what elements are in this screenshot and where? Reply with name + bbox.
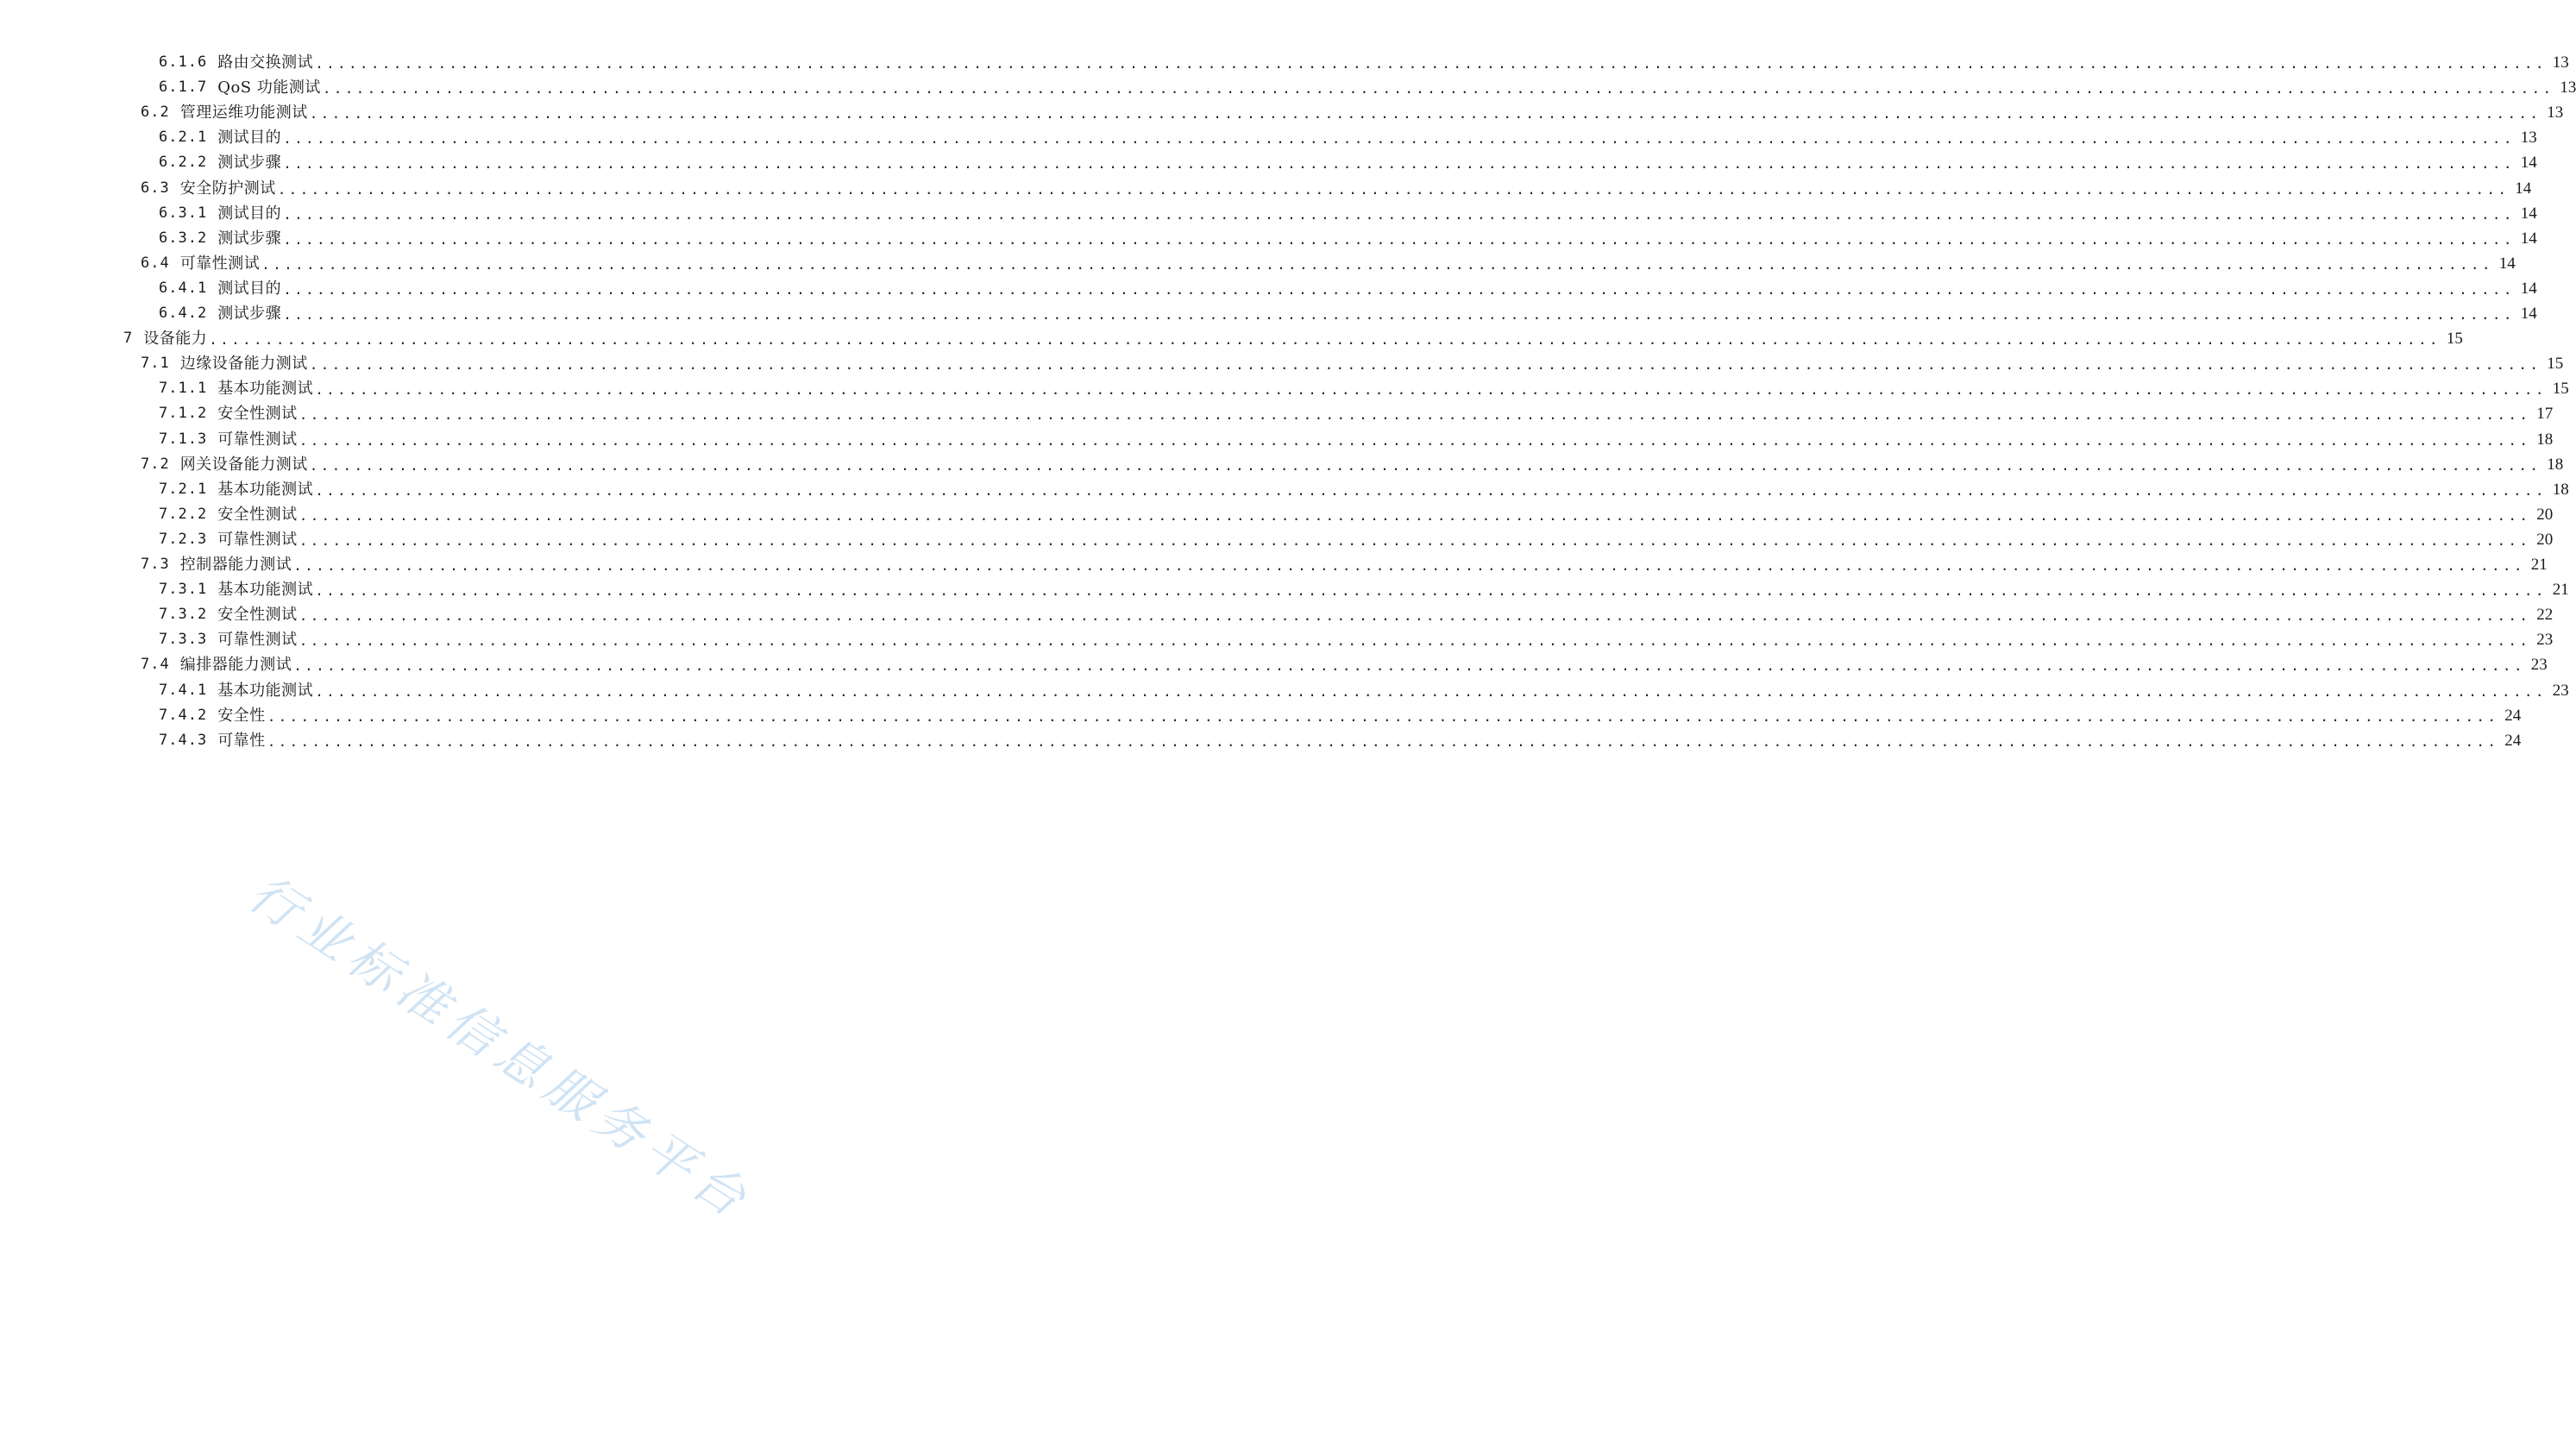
toc-entry[interactable] [159, 74, 2576, 101]
toc-dot-leader: ........................................................................................................................................................................................................ [283, 130, 2515, 148]
toc-dot-leader: ........................................................................................................................................................................................................ [283, 306, 2515, 323]
toc-entry-title: 测试步骤 [217, 229, 282, 248]
toc-entry[interactable] [159, 149, 2537, 176]
toc-entry[interactable] [159, 601, 2554, 628]
toc-entry-page-number: 13 [2520, 129, 2537, 148]
toc-entry-page-number: 14 [2520, 229, 2537, 248]
toc-entry-title: QoS 功能测试 [217, 79, 321, 97]
toc-entry-title: 基本功能测试 [217, 380, 314, 399]
toc-entry-page-number: 20 [2536, 505, 2554, 524]
toc-entry-page-number: 15 [2547, 355, 2564, 374]
toc-entry-title: 可靠性 [217, 731, 266, 750]
toc-entry-title: 安全性测试 [217, 606, 298, 625]
toc-entry-title: 测试目的 [217, 279, 282, 298]
toc-dot-leader: ........................................................................................................................................................................................................ [315, 582, 2547, 600]
toc-entry-page-number: 15 [2446, 330, 2463, 349]
toc-entry-number: 6.4 [141, 254, 170, 272]
toc-dot-leader: ........................................................................................................................................................................................................ [315, 682, 2547, 700]
toc-entry-number: 7.1.1 [159, 380, 208, 398]
toc-entry-title: 安全性测试 [217, 405, 298, 424]
toc-entry[interactable] [141, 99, 2564, 126]
toc-entry-page-number: 23 [2552, 681, 2569, 700]
toc-entry-title: 测试步骤 [217, 154, 282, 173]
toc-entry-number: 6.2 [141, 104, 170, 122]
toc-dot-leader: ........................................................................................................................................................................................................ [283, 155, 2515, 173]
toc-entry-title: 管理运维功能测试 [179, 104, 308, 123]
toc-dot-leader: ........................................................................................................................................................................................................ [298, 406, 2531, 424]
toc-entry-title: 测试目的 [217, 204, 282, 223]
toc-entry-title: 编排器能力测试 [179, 656, 292, 675]
toc-entry-number: 7.1.2 [159, 405, 208, 423]
toc-entry-title: 路由交换测试 [217, 53, 314, 72]
toc-entry-page-number: 18 [2552, 480, 2569, 499]
toc-entry-number: 7.3.1 [159, 581, 208, 599]
toc-entry[interactable] [141, 175, 2532, 202]
toc-entry[interactable] [159, 501, 2554, 528]
toc-entry-title: 网关设备能力测试 [179, 455, 308, 474]
toc-entry-number: 7.1 [141, 355, 170, 373]
toc-dot-leader: ........................................................................................................................................................................................................ [209, 331, 2441, 349]
toc-entry-page-number: 18 [2536, 430, 2554, 449]
toc-entry-number: 7.2.3 [159, 530, 208, 548]
toc-entry[interactable] [159, 124, 2537, 151]
toc-entry-number: 7.1.3 [159, 430, 208, 448]
toc-dot-leader: ........................................................................................................................................................................................................ [309, 105, 2541, 123]
toc-entry-page-number: 13 [2547, 104, 2564, 123]
toc-entry-page-number: 14 [2520, 305, 2537, 323]
toc-dot-leader: ........................................................................................................................................................................................................ [267, 732, 2499, 750]
toc-entry-title: 控制器能力测试 [179, 556, 292, 574]
toc-dot-leader: ........................................................................................................................................................................................................ [315, 481, 2547, 499]
toc-entry-title: 安全防护测试 [179, 179, 276, 198]
toc-entry-number: 6.3 [141, 179, 170, 197]
toc-dot-leader: ........................................................................................................................................................................................................ [322, 80, 2554, 97]
toc-entry-number: 6.3.1 [159, 204, 208, 222]
toc-entry[interactable] [159, 576, 2569, 603]
toc-entry[interactable] [159, 702, 2522, 729]
toc-entry-number: 7.2 [141, 455, 170, 473]
toc-entry-number: 6.4.2 [159, 305, 208, 322]
toc-dot-leader: ........................................................................................................................................................................................................ [261, 255, 2493, 273]
toc-entry-number: 7.4.3 [159, 731, 208, 749]
toc-entry[interactable] [159, 727, 2522, 754]
toc-entry[interactable] [159, 225, 2537, 252]
toc-entry[interactable] [141, 250, 2516, 277]
toc-entry[interactable] [159, 426, 2554, 453]
toc-entry-page-number: 23 [2530, 656, 2548, 675]
toc-entry-title: 可靠性测试 [217, 530, 298, 549]
toc-dot-leader: ........................................................................................................................................................................................................ [277, 180, 2510, 198]
toc-entry-page-number: 15 [2552, 380, 2569, 399]
toc-entry[interactable] [141, 451, 2564, 478]
toc-entry-title: 安全性测试 [217, 505, 298, 524]
toc-entry-page-number: 13 [2552, 53, 2569, 72]
toc-entry-number: 7.3 [141, 556, 170, 573]
toc-entry-title: 设备能力 [143, 330, 208, 349]
toc-entry[interactable] [159, 626, 2554, 653]
toc-entry-title: 测试目的 [217, 129, 282, 148]
toc-dot-leader: ........................................................................................................................................................................................................ [309, 356, 2541, 374]
toc-entry-title: 边缘设备能力测试 [179, 355, 308, 374]
toc-entry-title: 基本功能测试 [217, 581, 314, 600]
toc-entry-title: 基本功能测试 [217, 480, 314, 499]
toc-entry-number: 6.1.6 [159, 53, 208, 71]
toc-entry-page-number: 17 [2536, 405, 2554, 424]
toc-entry-page-number: 18 [2547, 455, 2564, 474]
toc-dot-leader: ........................................................................................................................................................................................................ [283, 280, 2515, 298]
toc-entry[interactable] [159, 526, 2554, 553]
toc-dot-leader: ........................................................................................................................................................................................................ [293, 557, 2525, 574]
toc-entry-number: 7.2.1 [159, 480, 208, 498]
toc-dot-leader: ........................................................................................................................................................................................................ [309, 456, 2541, 474]
toc-entry-title: 可靠性测试 [217, 631, 298, 650]
toc-entry[interactable] [141, 551, 2548, 578]
toc-entry-number: 6.1.7 [159, 79, 208, 97]
toc-entry[interactable] [159, 275, 2537, 302]
toc-entry-title: 测试步骤 [217, 305, 282, 323]
toc-entry[interactable] [141, 651, 2548, 678]
toc-entry-number: 7 [123, 330, 134, 348]
toc-entry-number: 6.2.1 [159, 129, 208, 147]
toc-dot-leader: ........................................................................................................................................................................................................ [293, 657, 2525, 675]
toc-entry-number: 7.4.2 [159, 706, 208, 724]
toc-dot-leader: ........................................................................................................................................................................................................ [298, 632, 2531, 650]
toc-entry-number: 7.4.1 [159, 681, 208, 699]
toc-entry[interactable] [159, 49, 2569, 76]
toc-dot-leader: ........................................................................................................................................................................................................ [315, 381, 2547, 399]
toc-entry-page-number: 24 [2504, 706, 2522, 725]
toc-entry-page-number: 22 [2536, 606, 2554, 625]
toc-entry-number: 7.3.2 [159, 606, 208, 624]
toc-entry-number: 7.4 [141, 656, 170, 674]
toc-dot-leader: ........................................................................................................................................................................................................ [298, 607, 2531, 625]
toc-entry-page-number: 21 [2552, 581, 2569, 600]
toc-entry[interactable] [159, 677, 2569, 704]
toc-entry-number: 6.2.2 [159, 154, 208, 172]
toc-entry-page-number: 21 [2530, 556, 2548, 574]
toc-entry-title: 可靠性测试 [179, 254, 261, 273]
toc-entry-page-number: 23 [2536, 631, 2554, 650]
toc-dot-leader: ........................................................................................................................................................................................................ [267, 707, 2499, 725]
toc-entry-page-number: 14 [2520, 154, 2537, 173]
toc-entry-page-number: 14 [2520, 279, 2537, 298]
toc-entry-number: 7.3.3 [159, 631, 208, 649]
toc-dot-leader: ........................................................................................................................................................................................................ [298, 506, 2531, 524]
toc-entry-page-number: 13 [2560, 79, 2576, 97]
toc-entry-number: 6.4.1 [159, 279, 208, 297]
toc-entry-number: 7.2.2 [159, 505, 208, 523]
toc-entry-title: 安全性 [217, 706, 266, 725]
toc-entry[interactable] [123, 325, 2463, 352]
toc-entry[interactable] [159, 300, 2537, 327]
toc-entry-title: 可靠性测试 [217, 430, 298, 449]
toc-dot-leader: ........................................................................................................................................................................................................ [298, 531, 2531, 549]
toc-entry-number: 6.3.2 [159, 229, 208, 247]
toc-dot-leader: ........................................................................................................................................................................................................ [298, 431, 2531, 449]
toc-entry[interactable] [159, 200, 2537, 227]
toc-entry-page-number: 14 [2498, 254, 2516, 273]
watermark: 行业标准信息服务平台 [238, 863, 763, 1233]
toc-dot-leader: ........................................................................................................................................................................................................ [315, 55, 2547, 72]
toc-entry[interactable] [141, 350, 2564, 377]
toc-dot-leader: ........................................................................................................................................................................................................ [283, 205, 2515, 223]
toc-entry[interactable] [159, 400, 2554, 427]
toc-entry[interactable] [159, 476, 2569, 503]
toc-dot-leader: ........................................................................................................................................................................................................ [283, 230, 2515, 248]
toc-entry-page-number: 20 [2536, 530, 2554, 549]
toc-entry[interactable] [159, 375, 2569, 402]
toc-entry-title: 基本功能测试 [217, 681, 314, 700]
toc-entry-page-number: 14 [2515, 179, 2532, 198]
toc-entry-page-number: 14 [2520, 204, 2537, 223]
toc-entry-page-number: 24 [2504, 731, 2522, 750]
